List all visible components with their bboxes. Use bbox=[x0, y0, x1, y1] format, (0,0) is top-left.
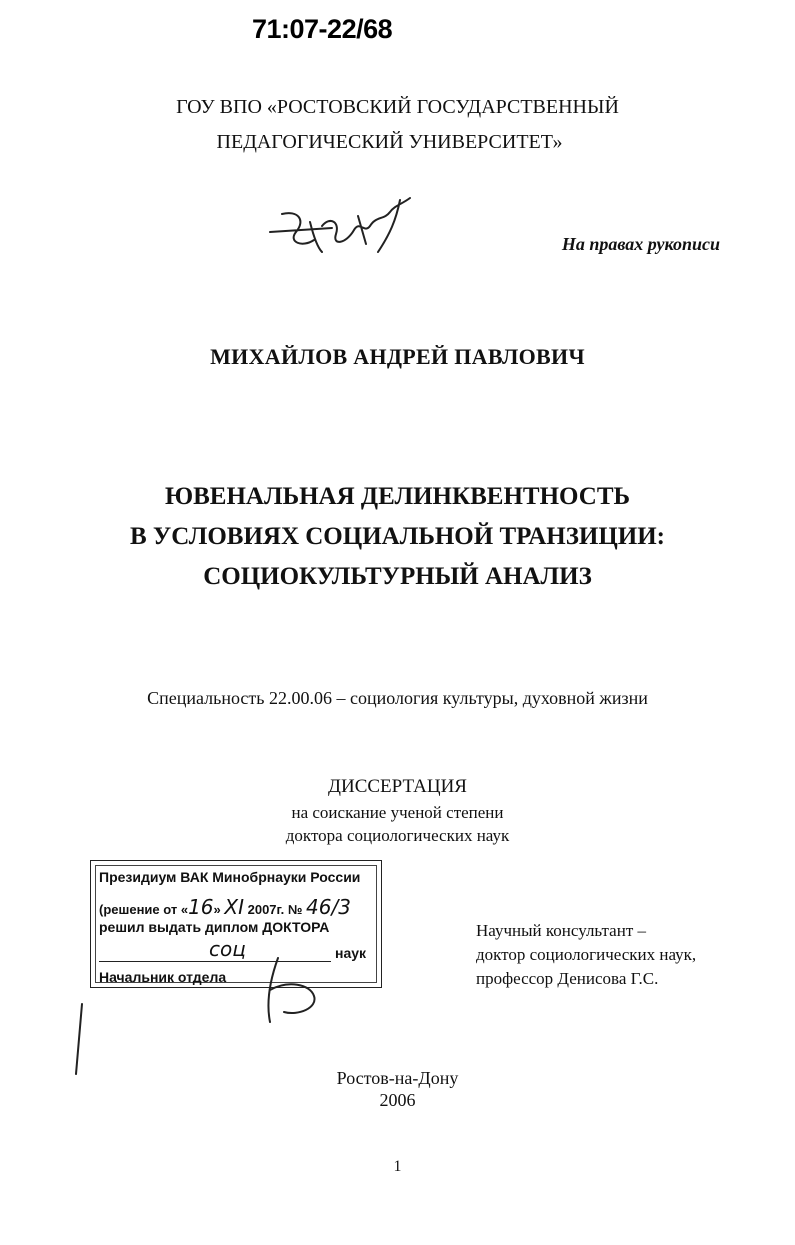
stamp-field-suffix: наук bbox=[335, 945, 367, 961]
stamp-signature bbox=[248, 950, 328, 1030]
stamp-decision-line: (решение от «16» XI 2007г. № 46/3 bbox=[99, 895, 351, 919]
stamp-decision-prefix: (решение от « bbox=[99, 902, 189, 917]
year: 2006 bbox=[379, 1090, 416, 1110]
author-name: МИХАЙЛОВ АНДРЕЙ ПАВЛОВИЧ bbox=[210, 344, 585, 369]
consultant-line-3: профессор Денисова Г.С. bbox=[476, 969, 659, 988]
stamp-day: 16 bbox=[188, 895, 214, 919]
organization-line-2: ПЕДАГОГИЧЕСКИЙ УНИВЕРСИТЕТ» bbox=[216, 131, 563, 153]
handwritten-signature bbox=[262, 186, 432, 266]
stamp-line-1: Президиум ВАК Минобрнауки России bbox=[99, 869, 361, 885]
stamp-line-3: решил выдать диплом ДОКТОРА bbox=[99, 919, 330, 935]
title-line-3: СОЦИОКУЛЬТУРНЫЙ АНАЛИЗ bbox=[203, 563, 592, 590]
stamp-year: 2007 bbox=[247, 902, 277, 917]
stamp-field: соц bbox=[209, 937, 246, 961]
consultant-line-2: доктор социологических наук, bbox=[476, 945, 697, 964]
title-line-1: ЮВЕНАЛЬНАЯ ДЕЛИНКВЕНТНОСТЬ bbox=[164, 483, 631, 510]
city: Ростов-на-Дону bbox=[336, 1068, 459, 1088]
consultant-line-1: Научный консультант – bbox=[476, 921, 646, 940]
stamp-line-5: Начальник отдела bbox=[99, 969, 227, 985]
page-number: 1 bbox=[393, 1158, 402, 1175]
organization-line-1: ГОУ ВПО «РОСТОВСКИЙ ГОСУДАРСТВЕННЫЙ bbox=[176, 96, 619, 118]
stamp-month: XI bbox=[224, 895, 244, 919]
specialty: Специальность 22.00.06 – социология культуры, духовной жизни bbox=[147, 688, 648, 708]
stamp-decision-suffix: г. № bbox=[276, 902, 303, 917]
title-line-2: В УСЛОВИЯХ СОЦИАЛЬНОЙ ТРАНЗИЦИИ: bbox=[130, 523, 665, 550]
dissertation-degree-line-1: на соискание ученой степени bbox=[291, 803, 504, 822]
stamp-number: 46/3 bbox=[306, 895, 351, 919]
dissertation-degree-line-2: доктора социологических наук bbox=[285, 826, 510, 845]
vak-approval-stamp bbox=[90, 860, 382, 988]
scientific-consultant bbox=[476, 919, 696, 991]
dissertation-heading: ДИССЕРТАЦИЯ bbox=[328, 776, 467, 797]
catalog-number: 71:07-22/68 bbox=[252, 14, 393, 44]
manuscript-rights-note: На правах рукописи bbox=[561, 234, 720, 254]
